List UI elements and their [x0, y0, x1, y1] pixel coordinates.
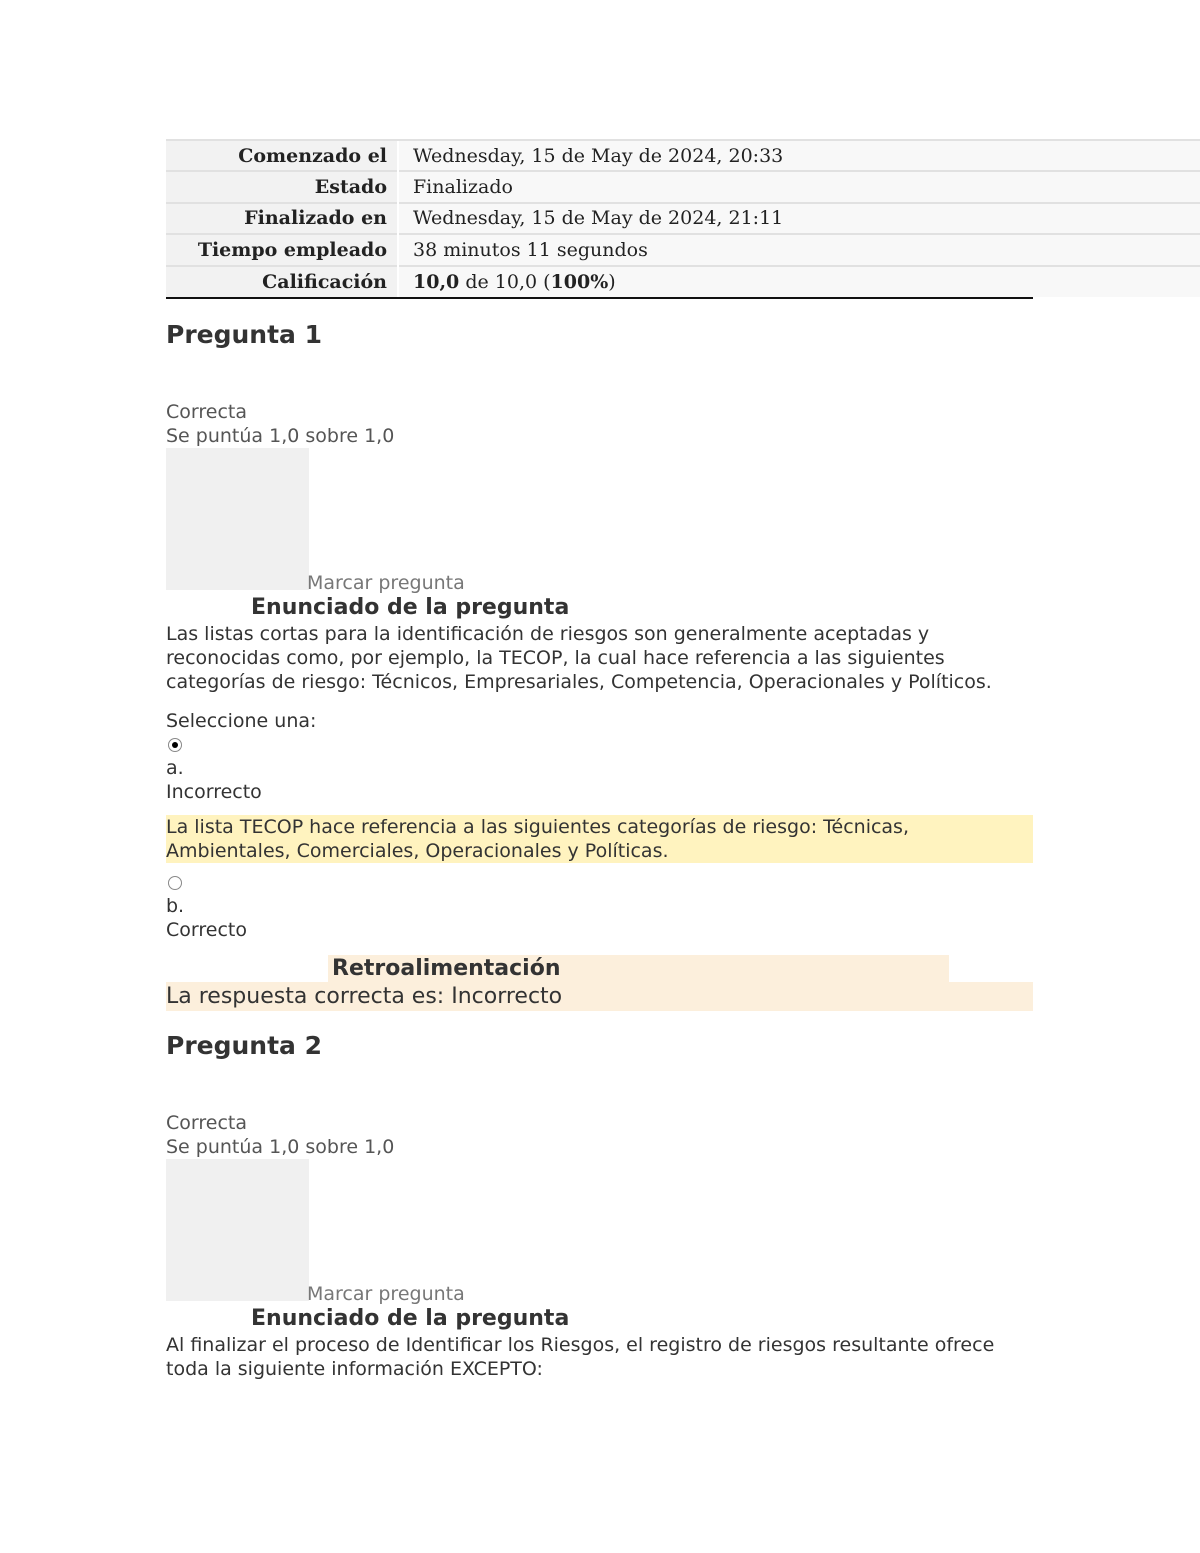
grade-percent: 100% — [550, 270, 609, 293]
summary-value: Finalizado — [398, 171, 1200, 202]
summary-label: Tiempo empleado — [166, 234, 398, 265]
flag-icon[interactable] — [166, 448, 309, 590]
question-stem-text: Al finalizar el proceso de Identificar los Riesgos, el registro de riesgos resultante ofrece toda la siguiente información EXCEPTO: — [166, 1333, 995, 1380]
summary-label: Estado — [166, 171, 398, 202]
summary-value: 38 minutos 11 segundos — [398, 234, 1200, 265]
question-grade: Se puntúa 1,0 sobre 1,0 — [166, 1135, 395, 1158]
summary-value: Wednesday, 15 de May de 2024, 21:11 — [398, 203, 1200, 234]
option-text: Correcto — [166, 918, 247, 941]
option-specific-feedback: La lista TECOP hace referencia a las siguientes categorías de riesgo: Técnicas, Ambientales, Comerciales, Operacionales y Políticas. — [166, 815, 1033, 863]
radio-unchecked-icon[interactable] — [168, 876, 182, 890]
quiz-review-page — [166, 139, 1200, 1381]
answer-prompt: Seleccione una: — [166, 709, 317, 732]
question-grade: Se puntúa 1,0 sobre 1,0 — [166, 424, 395, 447]
summary-divider — [166, 297, 1033, 299]
summary-label: Comenzado el — [166, 140, 398, 171]
question-1 — [166, 320, 1200, 1011]
summary-label: Calificación — [166, 266, 398, 297]
summary-row-started — [166, 140, 1200, 171]
summary-row-state — [166, 171, 1200, 202]
flag-question-link[interactable]: Marcar pregunta — [307, 571, 465, 594]
grade-end: ) — [608, 270, 616, 293]
summary-grade-value — [398, 266, 1200, 297]
attempt-summary-table — [166, 139, 1200, 297]
radio-checked-icon[interactable] — [168, 738, 182, 752]
option-letter: b. — [166, 894, 185, 917]
grade-middle: de 10,0 ( — [459, 270, 551, 293]
question-title: Pregunta 1 — [166, 319, 323, 349]
summary-row-grade — [166, 266, 1200, 297]
feedback-heading: Retroalimentación — [328, 955, 949, 982]
question-2 — [166, 1031, 1200, 1381]
flag-area — [166, 1159, 1200, 1305]
right-answer-feedback: La respuesta correcta es: Incorrecto — [166, 982, 1033, 1011]
question-stem-heading: Enunciado de la pregunta — [251, 594, 570, 620]
summary-value: Wednesday, 15 de May de 2024, 20:33 — [398, 140, 1200, 171]
question-title: Pregunta 2 — [166, 1030, 323, 1060]
summary-label: Finalizado en — [166, 203, 398, 234]
feedback-heading-row — [166, 955, 1033, 982]
summary-row-time-taken — [166, 234, 1200, 265]
question-stem-heading: Enunciado de la pregunta — [251, 1305, 570, 1331]
flag-area — [166, 448, 1200, 594]
grade-score: 10,0 — [413, 270, 460, 293]
question-state: Correcta — [166, 400, 247, 423]
summary-row-finished — [166, 203, 1200, 234]
flag-question-link[interactable]: Marcar pregunta — [307, 1282, 465, 1305]
flag-icon[interactable] — [166, 1159, 309, 1301]
question-stem-text: Las listas cortas para la identificación de riesgos son generalmente aceptadas y reconocidas como, por ejemplo, la TECOP, la cual hace referencia a las siguientes categorías de riesgo: Técnicos, Empresariales, Competencia, Operacionales y Políticos. — [166, 622, 992, 693]
answer-option-b[interactable] — [166, 876, 1200, 942]
answer-option-a[interactable] — [166, 738, 1200, 863]
question-state: Correcta — [166, 1111, 247, 1134]
option-letter: a. — [166, 756, 184, 779]
option-text: Incorrecto — [166, 780, 262, 803]
